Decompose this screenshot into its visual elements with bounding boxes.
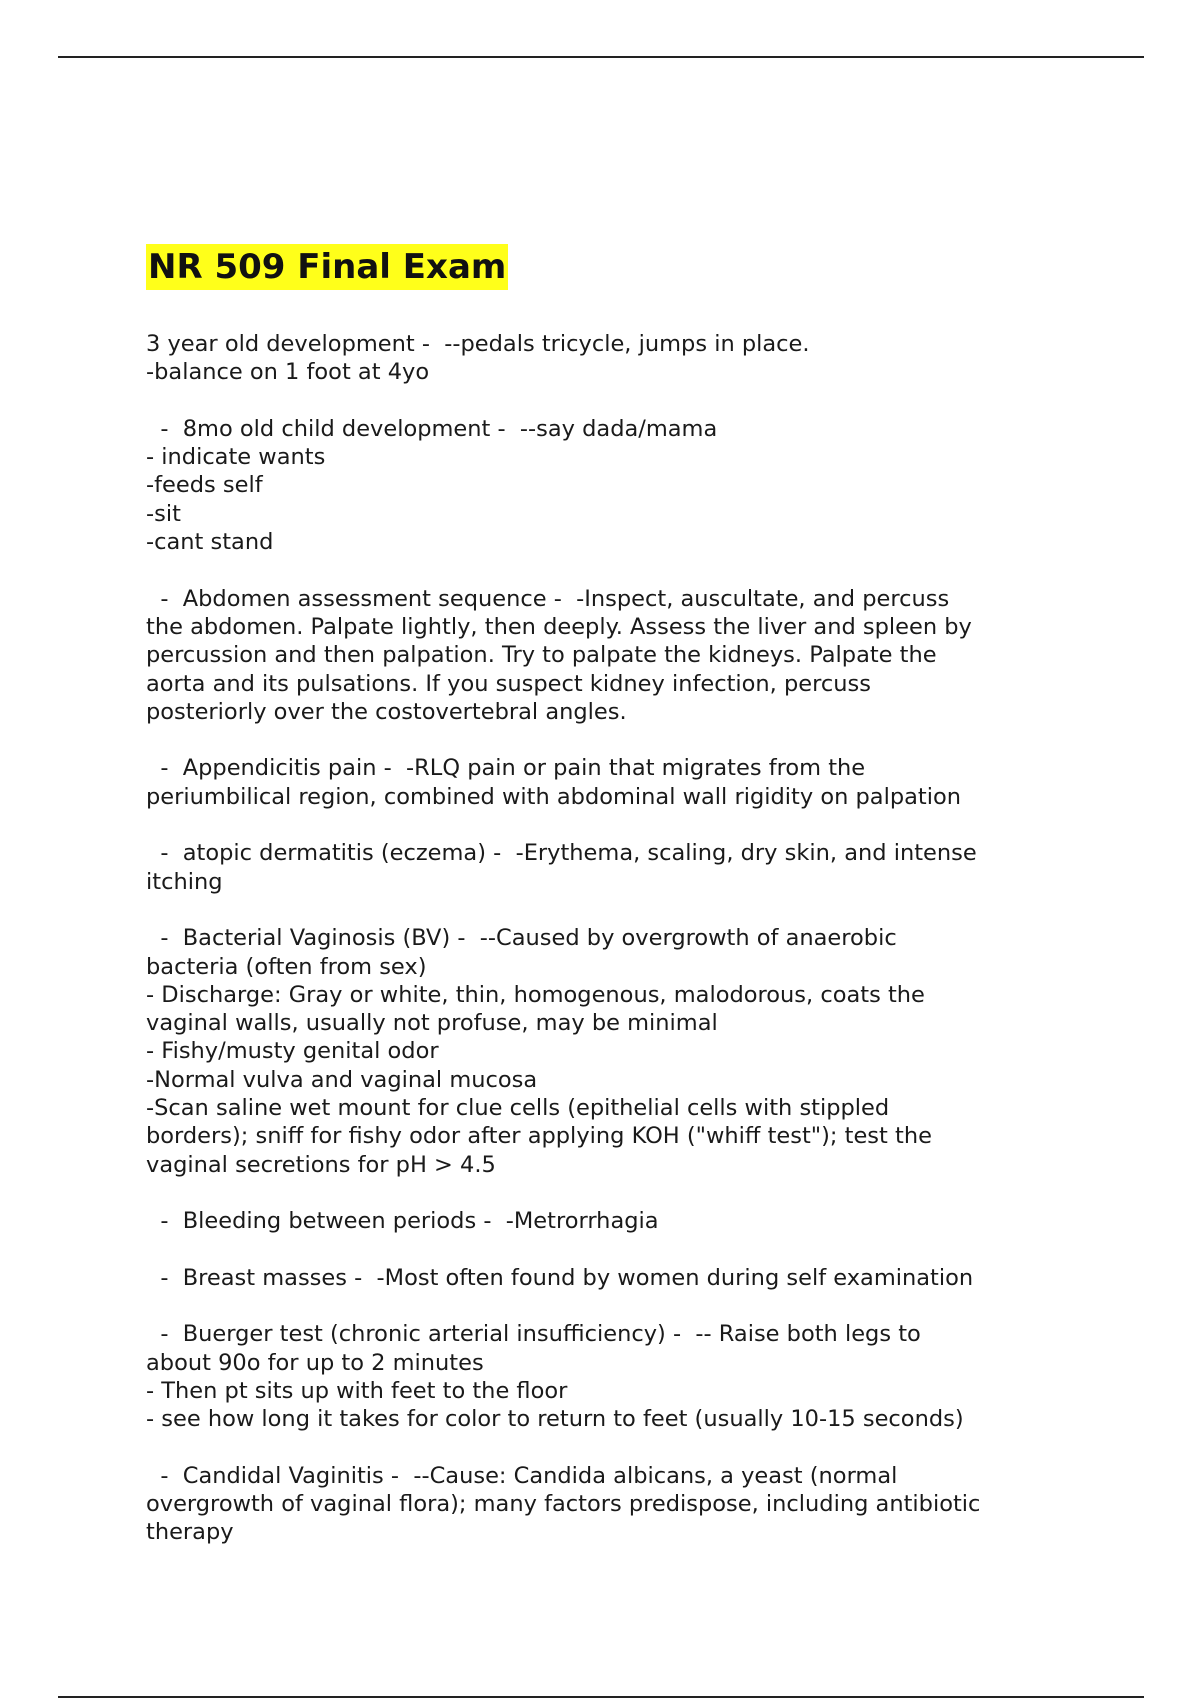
- entry-line: - Candidal Vaginitis - --Cause: Candida albicans, a yeast (normal: [146, 1462, 898, 1489]
- entry-line: - see how long it takes for color to return to feet (usually 10-15 seconds): [146, 1406, 964, 1433]
- exam-entry: [146, 924, 1066, 1179]
- header-rule: [58, 56, 1144, 58]
- entry-line: bacteria (often from sex): [146, 953, 427, 980]
- entry-line: - Buerger test (chronic arterial insufficiency) - -- Raise both legs to: [146, 1321, 921, 1348]
- document-body: [146, 330, 1066, 1575]
- entry-line: - Abdomen assessment sequence - -Inspect, auscultate, and percuss: [146, 585, 950, 612]
- entry-line: - Bacterial Vaginosis (BV) - --Caused by overgrowth of anaerobic: [146, 925, 897, 952]
- entry-line: - 8mo old child development - --say dada/mama: [146, 415, 718, 442]
- exam-entry: [146, 839, 1066, 896]
- title-block: [146, 244, 508, 290]
- entry-line: - Fishy/musty genital odor: [146, 1038, 439, 1065]
- entry-line: vaginal walls, usually not profuse, may be minimal: [146, 1010, 718, 1037]
- exam-entry: [146, 415, 1066, 556]
- entry-line: - atopic dermatitis (eczema) - -Erythema, scaling, dry skin, and intense: [146, 840, 977, 867]
- entry-line: aorta and its pulsations. If you suspect kidney infection, percuss: [146, 670, 871, 697]
- entry-line: itching: [146, 868, 223, 895]
- entry-line: therapy: [146, 1519, 234, 1546]
- entry-line: the abdomen. Palpate lightly, then deeply. Assess the liver and spleen by: [146, 613, 972, 640]
- exam-entry: [146, 1320, 1066, 1433]
- entry-line: -sit: [146, 500, 181, 527]
- entry-line: - Then pt sits up with feet to the floor: [146, 1377, 568, 1404]
- entry-line: - indicate wants: [146, 444, 326, 471]
- exam-entry: [146, 1462, 1066, 1547]
- entry-line: -Scan saline wet mount for clue cells (epithelial cells with stippled: [146, 1095, 890, 1122]
- entry-line: - Discharge: Gray or white, thin, homogenous, malodorous, coats the: [146, 981, 925, 1008]
- entry-line: about 90o for up to 2 minutes: [146, 1349, 484, 1376]
- exam-entry: [146, 754, 1066, 811]
- exam-entry: [146, 585, 1066, 726]
- entry-line: percussion and then palpation. Try to palpate the kidneys. Palpate the: [146, 642, 937, 669]
- entry-line: posteriorly over the costovertebral angles.: [146, 698, 627, 725]
- exam-entry: [146, 330, 1066, 387]
- entry-line: 3 year old development - --pedals tricycle, jumps in place.: [146, 331, 810, 357]
- footer-rule: [58, 1696, 1144, 1698]
- entry-line: -balance on 1 foot at 4yo: [146, 359, 430, 386]
- entry-line: periumbilical region, combined with abdominal wall rigidity on palpation: [146, 783, 961, 810]
- entry-line: - Bleeding between periods - -Metrorrhagia: [146, 1208, 659, 1235]
- entry-line: overgrowth of vaginal flora); many factors predispose, including antibiotic: [146, 1491, 981, 1518]
- entry-line: -feeds self: [146, 472, 263, 499]
- document-title: NR 509 Final Exam: [146, 244, 508, 290]
- entry-line: vaginal secretions for pH > 4.5: [146, 1151, 496, 1178]
- entry-line: -Normal vulva and vaginal mucosa: [146, 1066, 538, 1093]
- entry-line: borders); sniff for fishy odor after applying KOH ("whiff test"); test the: [146, 1123, 932, 1150]
- entry-line: -cant stand: [146, 529, 274, 556]
- entry-line: - Appendicitis pain - -RLQ pain or pain that migrates from the: [146, 755, 866, 782]
- exam-entry: [146, 1264, 1066, 1292]
- entry-line: - Breast masses - -Most often found by women during self examination: [146, 1264, 974, 1291]
- exam-entry: [146, 1207, 1066, 1235]
